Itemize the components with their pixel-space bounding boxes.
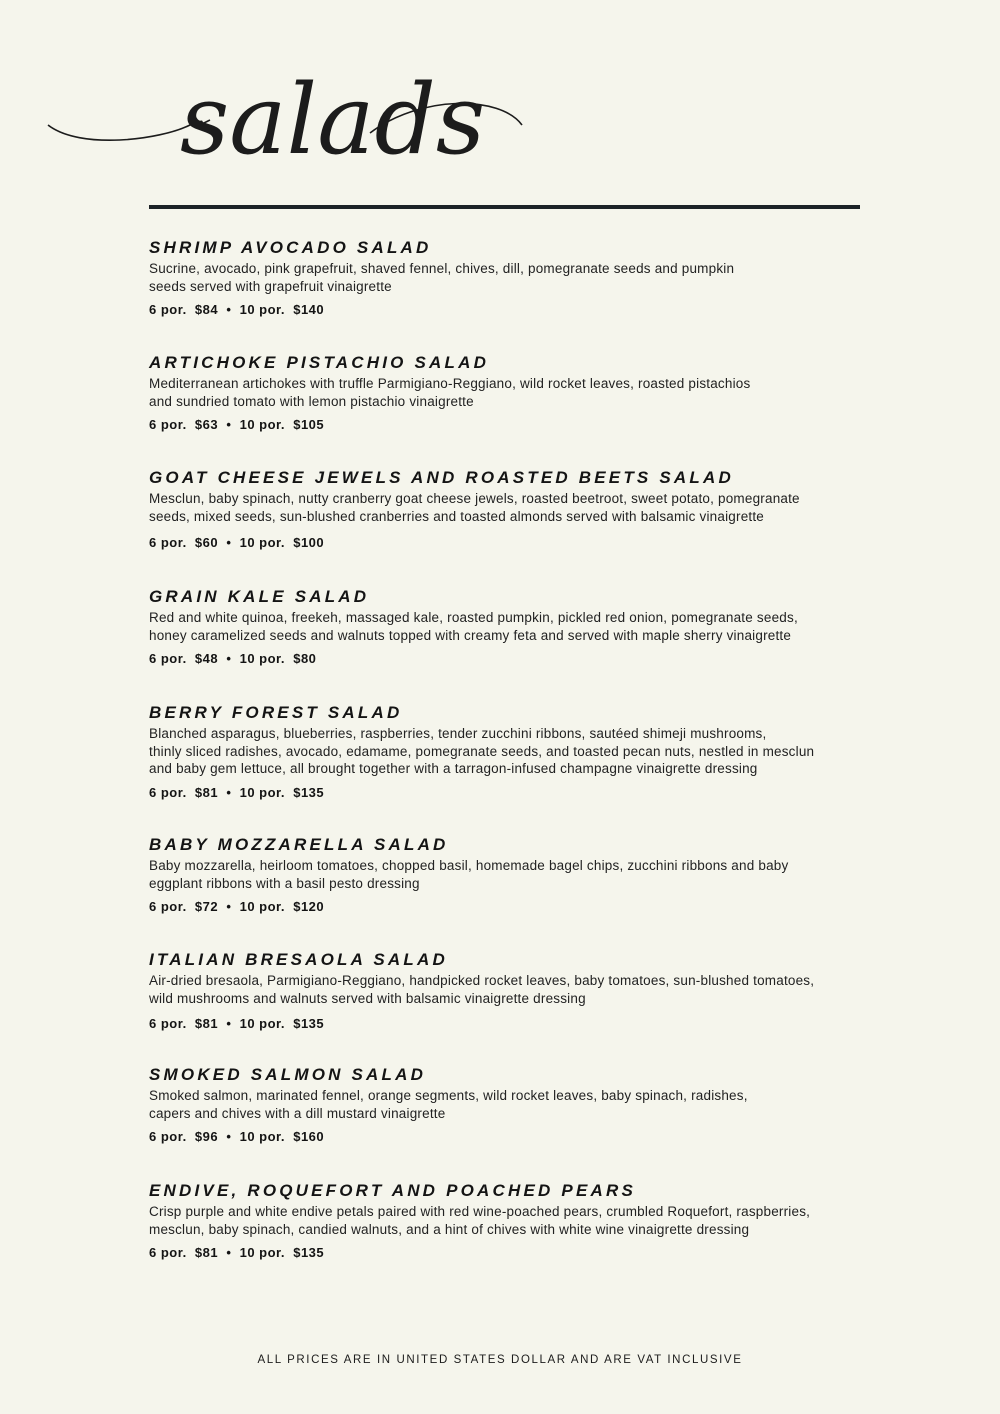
item-price: 6 por. $63 • 10 por. $105 (149, 417, 325, 432)
item-name: ARTICHOKE PISTACHIO SALAD (149, 353, 490, 372)
item-price: 6 por. $48 • 10 por. $80 (149, 651, 317, 666)
item-price: 6 por. $96 • 10 por. $160 (149, 1129, 325, 1144)
item-price: 6 por. $81 • 10 por. $135 (149, 1245, 325, 1260)
title-divider (149, 205, 860, 209)
menu-item (149, 1181, 949, 1262)
item-price: 6 por. $81 • 10 por. $135 (149, 1016, 325, 1031)
menu-title (40, 25, 540, 185)
item-name: ENDIVE, ROQUEFORT AND POACHED PEARS (149, 1181, 636, 1200)
item-name: SMOKED SALMON SALAD (149, 1065, 427, 1084)
footer-note: ALL PRICES ARE IN UNITED STATES DOLLAR AND ARE VAT INCLUSIVE (257, 1354, 743, 1366)
item-description: Mediterranean artichokes with truffle Parmigiano-Reggiano, wild rocket leaves, roasted pistachios and sundried tomato with lemon pistachio vinaigrette (149, 376, 751, 409)
item-price: 6 por. $72 • 10 por. $120 (149, 899, 325, 914)
item-name: BABY MOZZARELLA SALAD (149, 835, 449, 854)
item-description: Air-dried bresaola, Parmigiano-Reggiano, handpicked rocket leaves, baby tomatoes, sun-blushed tomatoes, wild mushrooms and walnuts served with balsamic vinaigrette dressing (149, 973, 815, 1006)
item-name: GOAT CHEESE JEWELS AND ROASTED BEETS SALAD (149, 468, 734, 487)
menu-item (149, 238, 949, 319)
item-price: 6 por. $60 • 10 por. $100 (149, 535, 325, 550)
item-price: 6 por. $84 • 10 por. $140 (149, 302, 325, 317)
script-title-graphic (40, 25, 540, 185)
item-description: Baby mozzarella, heirloom tomatoes, chopped basil, homemade bagel chips, zucchini ribbons and baby eggplant ribbons with a basil pesto dressing (149, 858, 789, 891)
item-description: Red and white quinoa, freekeh, massaged kale, roasted pumpkin, pickled red onion, pomegranate seeds, honey caramelized seeds and walnuts topped with creamy feta and served with maple sherry vinaigrette (149, 610, 798, 643)
item-description: Mesclun, baby spinach, nutty cranberry goat cheese jewels, roasted beetroot, sweet potato, pomegranate seeds, mixed seeds, sun-blushed cranberries and toasted almonds served with balsamic vinaigrette (149, 491, 800, 524)
menu-item (149, 703, 949, 802)
menu-item (149, 353, 949, 434)
item-description: Blanched asparagus, blueberries, raspberries, tender zucchini ribbons, sautéed shimeji mushrooms, thinly sliced radishes, avocado, edamame, pomegranate seeds, and toasted pecan nuts, nestled in mesclun and baby gem lettuce, all brought together with a tarragon-infused champagne vinaigrette dressing (149, 726, 815, 776)
item-description: Crisp purple and white endive petals paired with red wine-poached pears, crumbled Roquefort, raspberries, mesclun, baby spinach, candied walnuts, and a hint of chives with white wine vinaigrette dressing (149, 1204, 811, 1237)
item-name: BERRY FOREST SALAD (149, 703, 403, 722)
item-name: SHRIMP AVOCADO SALAD (149, 238, 432, 257)
item-description: Smoked salmon, marinated fennel, orange segments, wild rocket leaves, baby spinach, radishes, capers and chives with a dill mustard vinaigrette (149, 1088, 748, 1121)
menu-item (149, 1065, 949, 1146)
menu-item (149, 468, 949, 552)
menu-item (149, 950, 949, 1033)
menu-item (149, 587, 949, 668)
item-price: 6 por. $81 • 10 por. $135 (149, 784, 325, 800)
item-name: GRAIN KALE SALAD (149, 587, 370, 606)
item-description: Sucrine, avocado, pink grapefruit, shaved fennel, chives, dill, pomegranate seeds and pumpkin seeds served with grapefruit vinaigrette (149, 261, 735, 294)
menu-item (149, 835, 949, 916)
item-name: ITALIAN BRESAOLA SALAD (149, 950, 448, 969)
page-title: salads (180, 64, 486, 176)
